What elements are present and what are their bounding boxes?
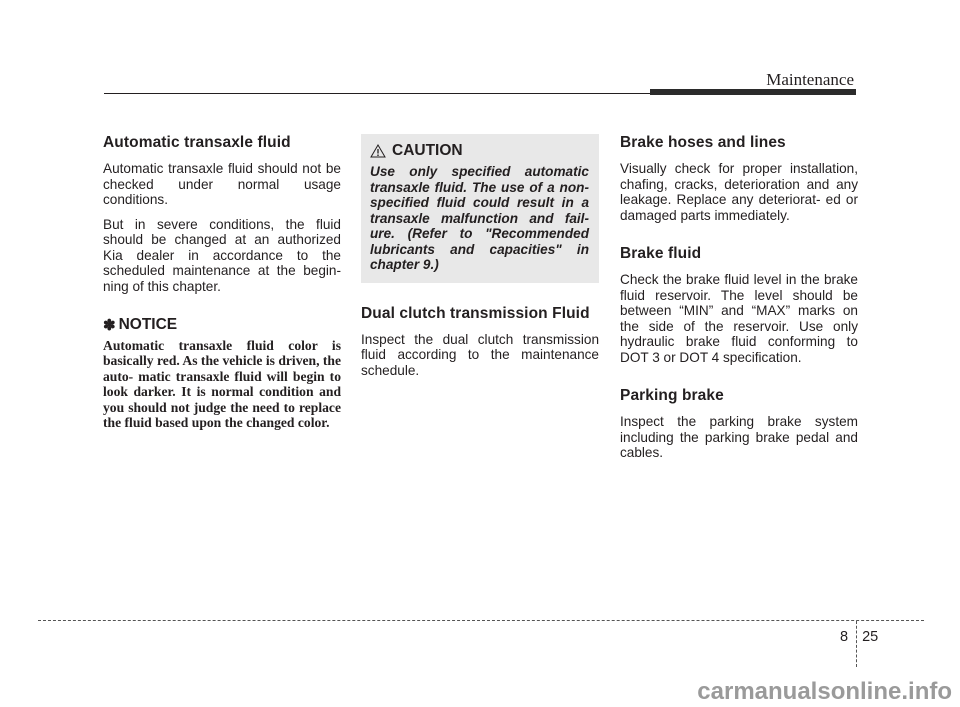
notice-title: NOTICE (118, 316, 178, 333)
column-middle (361, 134, 599, 387)
warning-triangle-icon (370, 144, 386, 158)
caution-box (361, 134, 599, 283)
page-number (840, 629, 878, 645)
footer-divider (38, 620, 924, 621)
column-right (620, 134, 858, 470)
header-divider (104, 93, 652, 94)
paragraph-transaxle-severe: But in severe conditions, the fluid should be changed at an authorized Kia dealer in accordance to the scheduled maintenance at the begin- ning of this chapter. (103, 216, 341, 294)
heading-parking-brake: Parking brake (620, 387, 724, 404)
watermark: carmanualsonline.info (697, 678, 952, 705)
section-title: Maintenance (766, 70, 854, 89)
header-accent-bar (650, 89, 856, 95)
heading-brake-fluid: Brake fluid (620, 245, 702, 262)
paragraph-transaxle-normal: Automatic transaxle fluid should not be checked under normal usage conditions. (103, 161, 341, 207)
notice-body: Automatic transaxle fluid color is basically red. As the vehicle is driven, the auto- matic transaxle fluid will begin to look darker. It is normal condition and you should not judge the need to replace the fluid based upon the changed color. (103, 338, 342, 431)
paragraph-brake-hoses: Visually check for proper installation, chafing, cracks, deterioration and any leakage. Replace any deteriorat- ed or damaged parts immediately. (620, 161, 858, 223)
heading-dual-clutch-fluid: Dual clutch transmission Fluid (361, 304, 590, 322)
caution-title: CAUTION (392, 142, 463, 159)
paragraph-parking-brake: Inspect the parking brake system including the parking brake pedal and cables. (620, 414, 858, 460)
caution-body: Use only specified automatic transaxle fluid. The use of a non- specified fluid could result in a transaxle malfunction and fail- ure. (Refer to "Recommended lubricants and capacities" in chapter 9.) (370, 164, 589, 272)
caution-header (370, 142, 589, 160)
heading-brake-hoses: Brake hoses and lines (620, 134, 786, 151)
page-number-value: 25 (862, 629, 879, 645)
paragraph-brake-fluid: Check the brake fluid level in the brake fluid reservoir. The level should be between “MIN” and “MAX” marks on the side of the reservoir. Use only hydraulic brake fluid conforming to DOT 3 or DOT 4 specification. (620, 272, 858, 365)
heading-automatic-transaxle-fluid: Automatic transaxle fluid (103, 134, 291, 151)
paragraph-dual-clutch: Inspect the dual clutch transmission fluid according to the maintenance schedule. (361, 331, 599, 378)
chapter-number: 8 (840, 629, 849, 645)
notice-star-icon: ✽ (103, 317, 116, 334)
notice-header (103, 316, 341, 334)
column-left (103, 134, 341, 430)
